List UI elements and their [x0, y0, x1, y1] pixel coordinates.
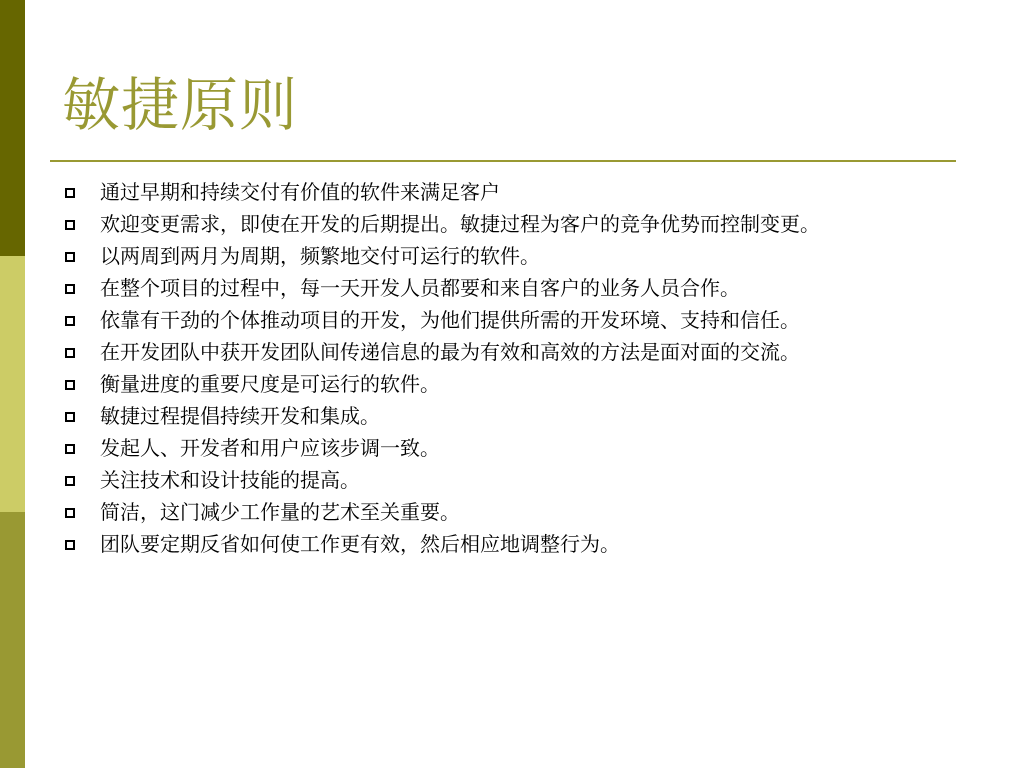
sidebar-segment-middle: [0, 256, 25, 512]
bullet-item: [62, 212, 952, 237]
bullet-item: [62, 436, 952, 461]
slide-title: 敏捷原则: [62, 71, 299, 139]
square-bullet-icon: [65, 348, 75, 358]
square-bullet-icon: [65, 252, 75, 262]
bullet-item: [62, 340, 952, 365]
bullet-text: 衡量进度的重要尺度是可运行的软件。: [100, 372, 440, 396]
square-bullet-icon: [65, 220, 75, 230]
title-divider: [50, 160, 956, 162]
square-bullet-icon: [65, 444, 75, 454]
sidebar-segment-top: [0, 0, 25, 256]
square-bullet-icon: [65, 316, 75, 326]
square-bullet-icon: [65, 508, 75, 518]
sidebar-band: [0, 0, 25, 768]
bullet-item: [62, 276, 952, 301]
bullet-text: 敏捷过程提倡持续开发和集成。: [100, 404, 380, 428]
bullet-text: 简洁，这门减少工作量的艺术至关重要。: [100, 500, 460, 524]
square-bullet-icon: [65, 476, 75, 486]
square-bullet-icon: [65, 284, 75, 294]
bullet-list: [62, 180, 952, 564]
bullet-text: 欢迎变更需求，即使在开发的后期提出。敏捷过程为客户的竞争优势而控制变更。: [100, 212, 820, 236]
square-bullet-icon: [65, 188, 75, 198]
bullet-item: [62, 532, 952, 557]
bullet-item: [62, 468, 952, 493]
bullet-text: 以两周到两月为周期，频繁地交付可运行的软件。: [100, 244, 540, 268]
bullet-item: [62, 404, 952, 429]
bullet-text: 在开发团队中获开发团队间传递信息的最为有效和高效的方法是面对面的交流。: [100, 340, 800, 364]
bullet-item: [62, 244, 952, 269]
bullet-text: 团队要定期反省如何使工作更有效，然后相应地调整行为。: [100, 532, 620, 556]
bullet-item: [62, 180, 952, 205]
bullet-text: 依靠有干劲的个体推动项目的开发，为他们提供所需的开发环境、支持和信任。: [100, 308, 800, 332]
square-bullet-icon: [65, 540, 75, 550]
bullet-text: 通过早期和持续交付有价值的软件来满足客户: [100, 180, 500, 204]
bullet-text: 在整个项目的过程中，每一天开发人员都要和来自客户的业务人员合作。: [100, 276, 740, 300]
bullet-text: 发起人、开发者和用户应该步调一致。: [100, 436, 440, 460]
square-bullet-icon: [65, 412, 75, 422]
bullet-item: [62, 308, 952, 333]
bullet-item: [62, 500, 952, 525]
square-bullet-icon: [65, 380, 75, 390]
bullet-item: [62, 372, 952, 397]
bullet-text: 关注技术和设计技能的提高。: [100, 468, 360, 492]
sidebar-segment-bottom: [0, 512, 25, 768]
